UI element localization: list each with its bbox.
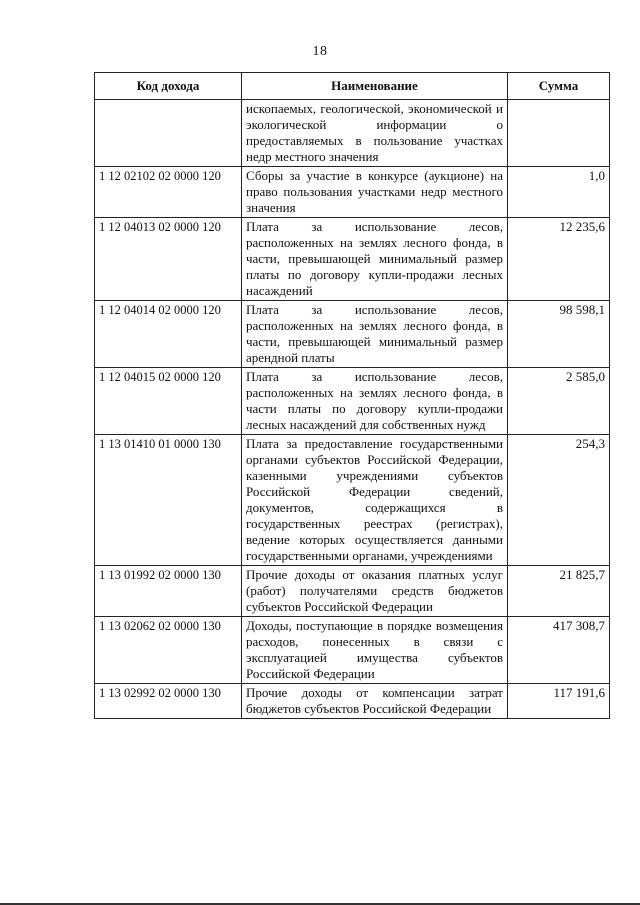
- income-sum: [508, 100, 610, 167]
- header-row: [95, 73, 610, 100]
- income-code: 1 13 01992 02 0000 130: [95, 566, 242, 617]
- income-name: Плата за использование лесов, расположенных на землях лесного фонда, в части, превышающей минимальный размер арендной платы: [242, 301, 508, 368]
- income-sum: 21 825,7: [508, 566, 610, 617]
- income-sum: 2 585,0: [508, 368, 610, 435]
- table-row: [95, 100, 610, 167]
- income-sum: 1,0: [508, 167, 610, 218]
- income-code: [95, 100, 242, 167]
- table-row: [95, 218, 610, 301]
- income-name: Плата за предоставление государственными органами субъектов Российской Федерации, казенными учреждениями субъектов Российской Федерации сведений, документов, содержащихся в государственных реестрах (регистрах), ведение которых осуществляется данными государственными органами, учреждениями: [242, 435, 508, 566]
- income-name: Сборы за участие в конкурсе (аукционе) на право пользования участками недр местного значения: [242, 167, 508, 218]
- income-code: 1 13 02992 02 0000 130: [95, 684, 242, 719]
- income-name: Плата за использование лесов, расположенных на землях лесного фонда, в части, превышающей минимальный размер платы по договору купли-продажи лесных насаждений: [242, 218, 508, 301]
- income-code: 1 12 04015 02 0000 120: [95, 368, 242, 435]
- income-sum: 254,3: [508, 435, 610, 566]
- table-body: [95, 100, 610, 719]
- income-table: [94, 72, 610, 719]
- table-row: [95, 301, 610, 368]
- income-sum: 12 235,6: [508, 218, 610, 301]
- income-sum: 417 308,7: [508, 617, 610, 684]
- income-code: 1 12 04014 02 0000 120: [95, 301, 242, 368]
- table-row: [95, 167, 610, 218]
- income-name: Плата за использование лесов, расположенных на землях лесного фонда, в части платы по договору купли-продажи лесных насаждений для собственных нужд: [242, 368, 508, 435]
- income-code: 1 13 02062 02 0000 130: [95, 617, 242, 684]
- income-name: Прочие доходы от компенсации затрат бюджетов субъектов Российской Федерации: [242, 684, 508, 719]
- income-sum: 98 598,1: [508, 301, 610, 368]
- table-header: [95, 73, 610, 100]
- table-row: [95, 617, 610, 684]
- income-code: 1 13 01410 01 0000 130: [95, 435, 242, 566]
- table-row: [95, 435, 610, 566]
- income-code: 1 12 04013 02 0000 120: [95, 218, 242, 301]
- income-sum: 117 191,6: [508, 684, 610, 719]
- income-name: Доходы, поступающие в порядке возмещения расходов, понесенных в связи с эксплуатацией имущества субъектов Российской Федерации: [242, 617, 508, 684]
- header-sum: Сумма: [508, 73, 610, 100]
- income-code: 1 12 02102 02 0000 120: [95, 167, 242, 218]
- table-row: [95, 684, 610, 719]
- income-name: ископаемых, геологической, экономической и экологической информации о предоставляемых в пользование участках недр местного значения: [242, 100, 508, 167]
- page-number: 18: [312, 44, 328, 59]
- header-code: Код дохода: [95, 73, 242, 100]
- table-row: [95, 566, 610, 617]
- income-name: Прочие доходы от оказания платных услуг (работ) получателями средств бюджетов субъектов Российской Федерации: [242, 566, 508, 617]
- header-name: Наименование: [242, 73, 508, 100]
- table-row: [95, 368, 610, 435]
